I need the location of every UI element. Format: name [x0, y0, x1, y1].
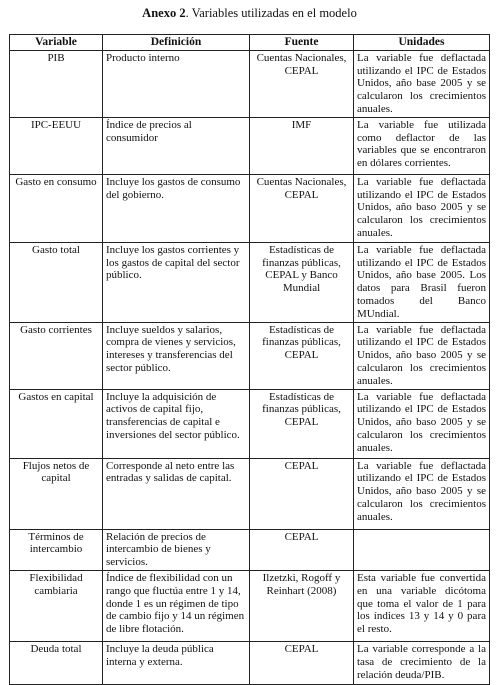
header-variable: Variable — [10, 35, 103, 51]
cell-fuente: CEPAL — [250, 529, 354, 570]
cell-variable: Flexibilidad cambiaria — [10, 570, 103, 641]
cell-definicion: Producto interno — [103, 50, 250, 117]
cell-variable: Términos de intercambio — [10, 529, 103, 570]
table-row — [10, 389, 490, 458]
table-row — [10, 641, 490, 684]
table-row — [10, 117, 490, 174]
cell-fuente: Estadísticas de finanzas públicas, CEPAL — [250, 389, 354, 458]
table-row — [10, 50, 490, 117]
cell-variable: Gasto en consumo — [10, 174, 103, 242]
cell-fuente: CEPAL — [250, 641, 354, 684]
variables-table — [9, 34, 490, 685]
cell-unidades: La variable corresponde a la tasa de crecimiento de la relación deuda/PIB. — [354, 641, 490, 684]
header-definicion: Definición — [103, 35, 250, 51]
cell-unidades — [354, 529, 490, 570]
table-row — [10, 529, 490, 570]
cell-unidades: La variable fue deflactada utilizando el IPC de Estados Unidos, año baso 2005 y se calcularon los crecimientos anuales. — [354, 458, 490, 529]
cell-definicion: Incluye la deuda pública interna y externa. — [103, 641, 250, 684]
table-row — [10, 322, 490, 389]
annex-caption: . Variables utilizadas en el modelo — [185, 6, 357, 20]
cell-unidades: Esta variable fue convertida en una variable dicótoma que toma el valor de 1 para los índices 13 y 14 y 0 para el resto. — [354, 570, 490, 641]
cell-definicion: Incluye sueldos y salarios, compra de vienes y servicios, intereses y transferencias del sector público. — [103, 322, 250, 389]
cell-fuente: Estadísticas de finanzas públicas, CEPAL y Banco Mundial — [250, 242, 354, 322]
annex-label: Anexo 2 — [142, 6, 186, 20]
cell-variable: Gastos en capital — [10, 389, 103, 458]
cell-definicion: Índice de precios al consumidor — [103, 117, 250, 174]
cell-definicion: Incluye los gastos de consumo del gobierno. — [103, 174, 250, 242]
header-row — [10, 35, 490, 51]
cell-variable: PIB — [10, 50, 103, 117]
cell-unidades: La variable fue deflactada utilizando el IPC de Estados Unidos, año base 2005. Los datos para Brasil fueron tomados del Banco MUndial. — [354, 242, 490, 322]
cell-variable: Gasto corrientes — [10, 322, 103, 389]
header-unidades: Unidades — [354, 35, 490, 51]
header-fuente: Fuente — [250, 35, 354, 51]
cell-definicion: Incluye la adquisición de activos de capital fijo, transferencias de capital e inversiones del sector público. — [103, 389, 250, 458]
table-row — [10, 242, 490, 322]
cell-unidades: La variable fue deflactada utilizando el IPC de Estados Unidos, año baso 2005 y se calcularon los crecimientos anuales. — [354, 322, 490, 389]
cell-definicion: Relación de precios de intercambio de bienes y servicios. — [103, 529, 250, 570]
cell-variable: Deuda total — [10, 641, 103, 684]
cell-unidades: La variable fue utilizada como deflactor de las variables que se encontraron en dólares corrientes. — [354, 117, 490, 174]
cell-fuente: Cuentas Nacionales, CEPAL — [250, 50, 354, 117]
cell-fuente: Cuentas Nacionales, CEPAL — [250, 174, 354, 242]
cell-variable: Flujos netos de capital — [10, 458, 103, 529]
cell-unidades: La variable fue deflactada utilizando el IPC de Estados Unidos, año base 2005 y se calcularon los crecimientos anuales. — [354, 50, 490, 117]
cell-variable: Gasto total — [10, 242, 103, 322]
cell-fuente: Ilzetzki, Rogoff y Reinhart (2008) — [250, 570, 354, 641]
cell-variable: IPC-EEUU — [10, 117, 103, 174]
cell-fuente: IMF — [250, 117, 354, 174]
cell-fuente: Estadísticas de finanzas públicas, CEPAL — [250, 322, 354, 389]
table-row — [10, 570, 490, 641]
cell-unidades: La variable fue deflactada utilizando el IPC de Estados Unidos, año baso 2005 y se calcularon los crecimientos anuales. — [354, 174, 490, 242]
cell-unidades: La variable fue deflactada utilizando el IPC de Estados Unidos, año baso 2005 y se calcularon los crecimientos anuales. — [354, 389, 490, 458]
cell-fuente: CEPAL — [250, 458, 354, 529]
table-row — [10, 174, 490, 242]
cell-definicion: Índice de flexibilidad con un rango que fluctúa entre 1 y 14, donde 1 es un régimen de tipo de cambio fijo y 14 un régimen de libre flotación. — [103, 570, 250, 641]
cell-definicion: Corresponde al neto entre las entradas y salidas de capital. — [103, 458, 250, 529]
annex-title — [0, 6, 499, 21]
table-row — [10, 458, 490, 529]
cell-definicion: Incluye los gastos corrientes y los gastos de capital del sector público. — [103, 242, 250, 322]
